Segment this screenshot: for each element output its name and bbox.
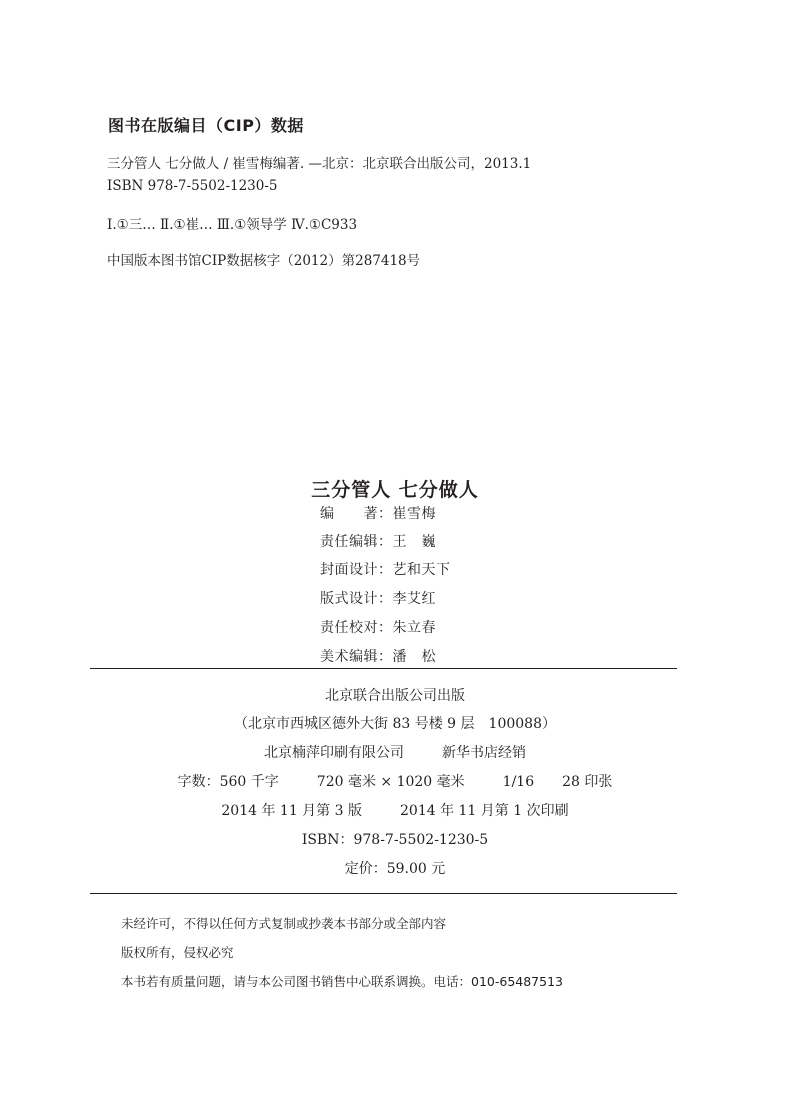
printer-distributor-line [0, 742, 790, 762]
divider-bottom [90, 893, 677, 894]
credit-proofreader [320, 617, 436, 637]
credit-role: 美术编辑： [320, 649, 393, 665]
edition: 2014 年 11 月第 3 版 [221, 803, 362, 819]
cip-record-number-line: 中国版本图书馆CIP数据核字（2012）第287418号 [107, 253, 421, 269]
credit-role: 编 著： [320, 506, 393, 522]
credit-author [320, 503, 436, 523]
book-title: 三分管人 七分做人 [311, 479, 479, 501]
cip-isbn-line: ISBN 978-7-5502-1230-5 [107, 178, 278, 194]
printing: 2014 年 11 月第 1 次印刷 [400, 803, 569, 819]
printer: 北京楠萍印刷有限公司 [264, 745, 404, 761]
edition-line [0, 800, 790, 820]
credit-name: 李艾红 [392, 591, 436, 607]
fold-size: 1/16 [502, 774, 535, 790]
credit-name: 艺和天下 [392, 562, 451, 578]
word-count: 字数：560 千字 [177, 774, 279, 790]
credit-art-editor [320, 646, 436, 666]
credit-role: 封面设计： [320, 562, 393, 578]
publisher-line: 北京联合出版公司出版 [325, 688, 465, 704]
credit-name: 潘 松 [392, 649, 436, 665]
credit-name: 王 巍 [392, 534, 436, 550]
format-line [0, 771, 790, 791]
rights-notice: 版权所有，侵权必究 [121, 945, 234, 960]
publisher-address: （北京市西城区德外大街 83 号楼 9 层 100088） [234, 716, 556, 732]
divider-top [90, 668, 677, 669]
credit-layout-design [320, 588, 436, 608]
credit-role: 责任校对： [320, 620, 393, 636]
copy-notice: 未经许可，不得以任何方式复制或抄袭本书部分或全部内容 [121, 916, 447, 931]
credit-name: 崔雪梅 [392, 506, 436, 522]
price-line: 定价：59.00 元 [344, 861, 446, 877]
credit-cover-design [320, 559, 451, 579]
cip-classification-line: I.①三… Ⅱ.①崔… Ⅲ.①领导学 Ⅳ.①C933 [107, 217, 358, 233]
credit-role: 责任编辑： [320, 534, 393, 550]
credit-editor [320, 531, 436, 551]
isbn-line: ISBN：978-7-5502-1230-5 [301, 832, 489, 848]
cip-heading: 图书在版编目（CIP）数据 [108, 116, 304, 135]
cip-title-line: 三分管人 七分做人 / 崔雪梅编著. —北京：北京联合出版公司，2013.1 [107, 156, 532, 172]
page-format: 720 毫米 × 1020 毫米 [316, 774, 465, 790]
credit-name: 朱立春 [392, 620, 436, 636]
printed-sheets: 28 印张 [562, 774, 613, 790]
credit-role: 版式设计： [320, 591, 393, 607]
quality-notice: 本书若有质量问题，请与本公司图书销售中心联系调换。电话：010-65487513 [121, 974, 563, 989]
distributor: 新华书店经销 [442, 745, 526, 761]
